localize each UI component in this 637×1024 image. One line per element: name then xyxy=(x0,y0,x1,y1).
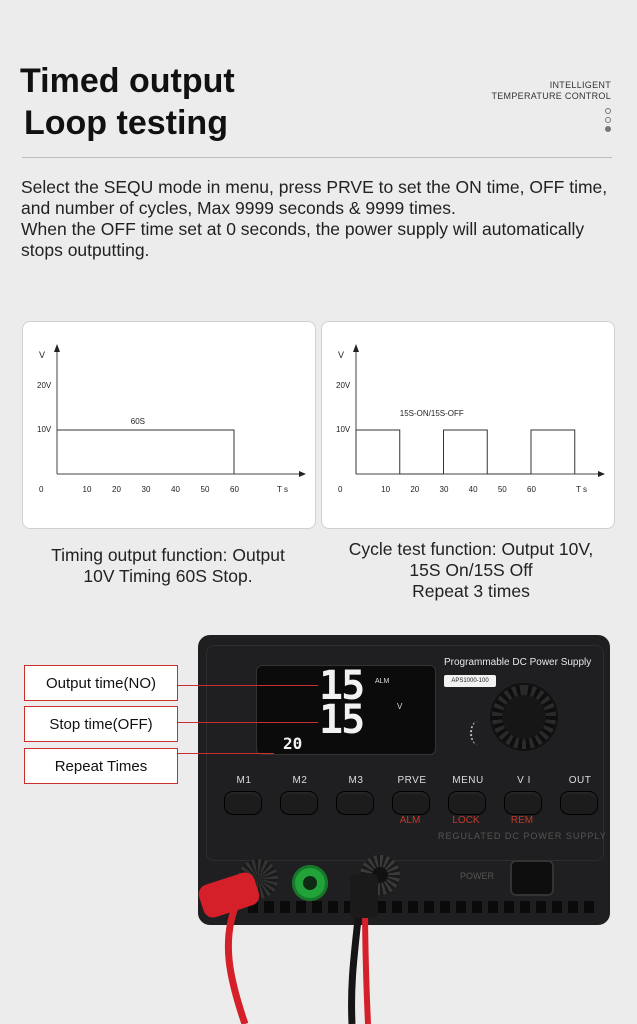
x-tick-label: 10 xyxy=(82,485,92,494)
decor-dots-icon xyxy=(605,108,611,135)
timing-chart xyxy=(23,322,315,528)
x-axis-arrow xyxy=(598,471,605,477)
page-title xyxy=(20,60,235,144)
red-lead-2 xyxy=(365,900,368,1024)
display-v-indicator: V xyxy=(397,702,403,711)
x-tick-label: 20 xyxy=(112,485,121,494)
caption-timing-line-1: Timing output function: Output xyxy=(51,545,285,565)
x-tick-label: 30 xyxy=(141,485,151,494)
title-line-1: Timed output xyxy=(20,62,235,100)
button-sublabel-3: ALM xyxy=(399,815,421,826)
panel-button-v-i[interactable] xyxy=(504,791,542,815)
x-tick-label: 60 xyxy=(527,485,536,494)
x-tick-label: 30 xyxy=(439,485,449,494)
black-lead xyxy=(352,900,360,1024)
display-top-value: 15 xyxy=(319,663,364,709)
panel-button-m2[interactable] xyxy=(280,791,318,815)
callout-output-time-text: Output time(NO) xyxy=(45,674,157,692)
panel-title: Programmable DC Power Supply xyxy=(444,657,592,668)
callout-line-stop xyxy=(178,722,318,723)
red-lead xyxy=(228,900,245,1024)
brand-tagline xyxy=(491,80,611,102)
x-tick-label: 0 xyxy=(338,485,343,494)
button-sublabel-4: LOCK xyxy=(452,815,480,826)
description-paragraph-1: Select the SEQU mode in menu, press PRVE to set the ON time, OFF time, and number of cycles, Max 9999 seconds & 9999 times. xyxy=(21,177,608,218)
series-line xyxy=(356,430,575,474)
chart-card-timing xyxy=(22,321,316,529)
x-axis-label: T s xyxy=(277,485,288,494)
x-tick-label: 40 xyxy=(468,485,478,494)
red-plug xyxy=(196,870,262,920)
panel-button-out[interactable] xyxy=(560,791,598,815)
button-label-3: PRVE xyxy=(397,775,427,786)
callout-stop-time xyxy=(24,706,178,742)
button-sublabel-5: REM xyxy=(510,815,534,826)
y-tick-label: 20V xyxy=(37,381,52,390)
y-axis-arrow xyxy=(54,344,60,352)
button-label-1: M2 xyxy=(292,775,308,786)
panel-button-prve[interactable] xyxy=(392,791,430,815)
chart-card-cycle xyxy=(321,321,615,529)
chart-annotation: 15S-ON/15S-OFF xyxy=(399,409,464,418)
display-mid-value: 15 xyxy=(319,697,364,743)
x-tick-label: 20 xyxy=(410,485,420,494)
test-leads xyxy=(190,860,430,1024)
caption-cycle-line-1: Cycle test function: Output 10V, xyxy=(348,539,594,559)
x-tick-label: 60 xyxy=(230,485,239,494)
callout-stop-time-text: Stop time(OFF) xyxy=(49,715,153,733)
panel-button-m1[interactable] xyxy=(224,791,262,815)
callout-repeat-times-text: Repeat Times xyxy=(54,757,148,775)
y-tick-label: 10V xyxy=(37,425,52,434)
caption-cycle-line-2: 15S On/15S Off xyxy=(409,560,533,580)
x-tick-label: 40 xyxy=(171,485,180,494)
power-label: POWER xyxy=(460,871,495,881)
button-label-5: V I xyxy=(517,775,531,786)
knob-scale-icon xyxy=(470,721,486,745)
cycle-chart xyxy=(322,322,614,528)
black-plug xyxy=(350,874,378,918)
y-axis-arrow xyxy=(353,344,359,352)
x-tick-label: 50 xyxy=(497,485,507,494)
button-label-6: OUT xyxy=(568,775,592,786)
y-tick-label: 10V xyxy=(336,425,351,434)
lcd-display xyxy=(256,665,436,755)
x-tick-label: 50 xyxy=(200,485,210,494)
brand-line-2: TEMPERATURE CONTROL xyxy=(491,91,611,101)
caption-timing-line-2: 10V Timing 60S Stop. xyxy=(83,566,253,586)
x-axis-arrow xyxy=(299,471,306,477)
title-line-2: Loop testing xyxy=(24,104,228,142)
button-label-2: M3 xyxy=(348,775,364,786)
callout-repeat-times xyxy=(24,748,178,784)
adjust-knob[interactable] xyxy=(492,685,556,749)
description xyxy=(21,177,616,261)
knob-cap xyxy=(502,695,546,739)
bottom-panel-text: REGULATED DC POWER SUPPLY xyxy=(438,831,607,841)
x-tick-label: 0 xyxy=(39,485,44,494)
series-line xyxy=(57,430,234,474)
divider xyxy=(22,157,612,158)
callout-line-repeat xyxy=(178,753,274,754)
brand-line-1: INTELLIGENT xyxy=(549,80,611,90)
y-axis-label: V xyxy=(338,350,345,360)
callout-line-output xyxy=(178,685,318,686)
power-switch[interactable] xyxy=(510,860,554,896)
display-bottom-value: 20 xyxy=(283,734,303,753)
button-label-4: MENU xyxy=(452,775,484,786)
display-alm-indicator: ALM xyxy=(375,678,390,685)
panel-button-m3[interactable] xyxy=(336,791,374,815)
callout-output-time xyxy=(24,665,178,701)
button-label-0: M1 xyxy=(236,775,252,786)
caption-timing xyxy=(22,545,314,587)
model-badge: APS1000-100 xyxy=(444,675,496,687)
caption-cycle-line-3: Repeat 3 times xyxy=(412,581,530,601)
caption-cycle xyxy=(321,539,621,602)
x-axis-label: T s xyxy=(576,485,587,494)
chart-annotation: 60S xyxy=(130,417,145,426)
y-tick-label: 20V xyxy=(336,381,351,390)
y-axis-label: V xyxy=(39,350,46,360)
x-tick-label: 10 xyxy=(381,485,391,494)
panel-button-menu[interactable] xyxy=(448,791,486,815)
description-paragraph-2: When the OFF time set at 0 seconds, the power supply will automatically stops outputting. xyxy=(21,219,585,260)
